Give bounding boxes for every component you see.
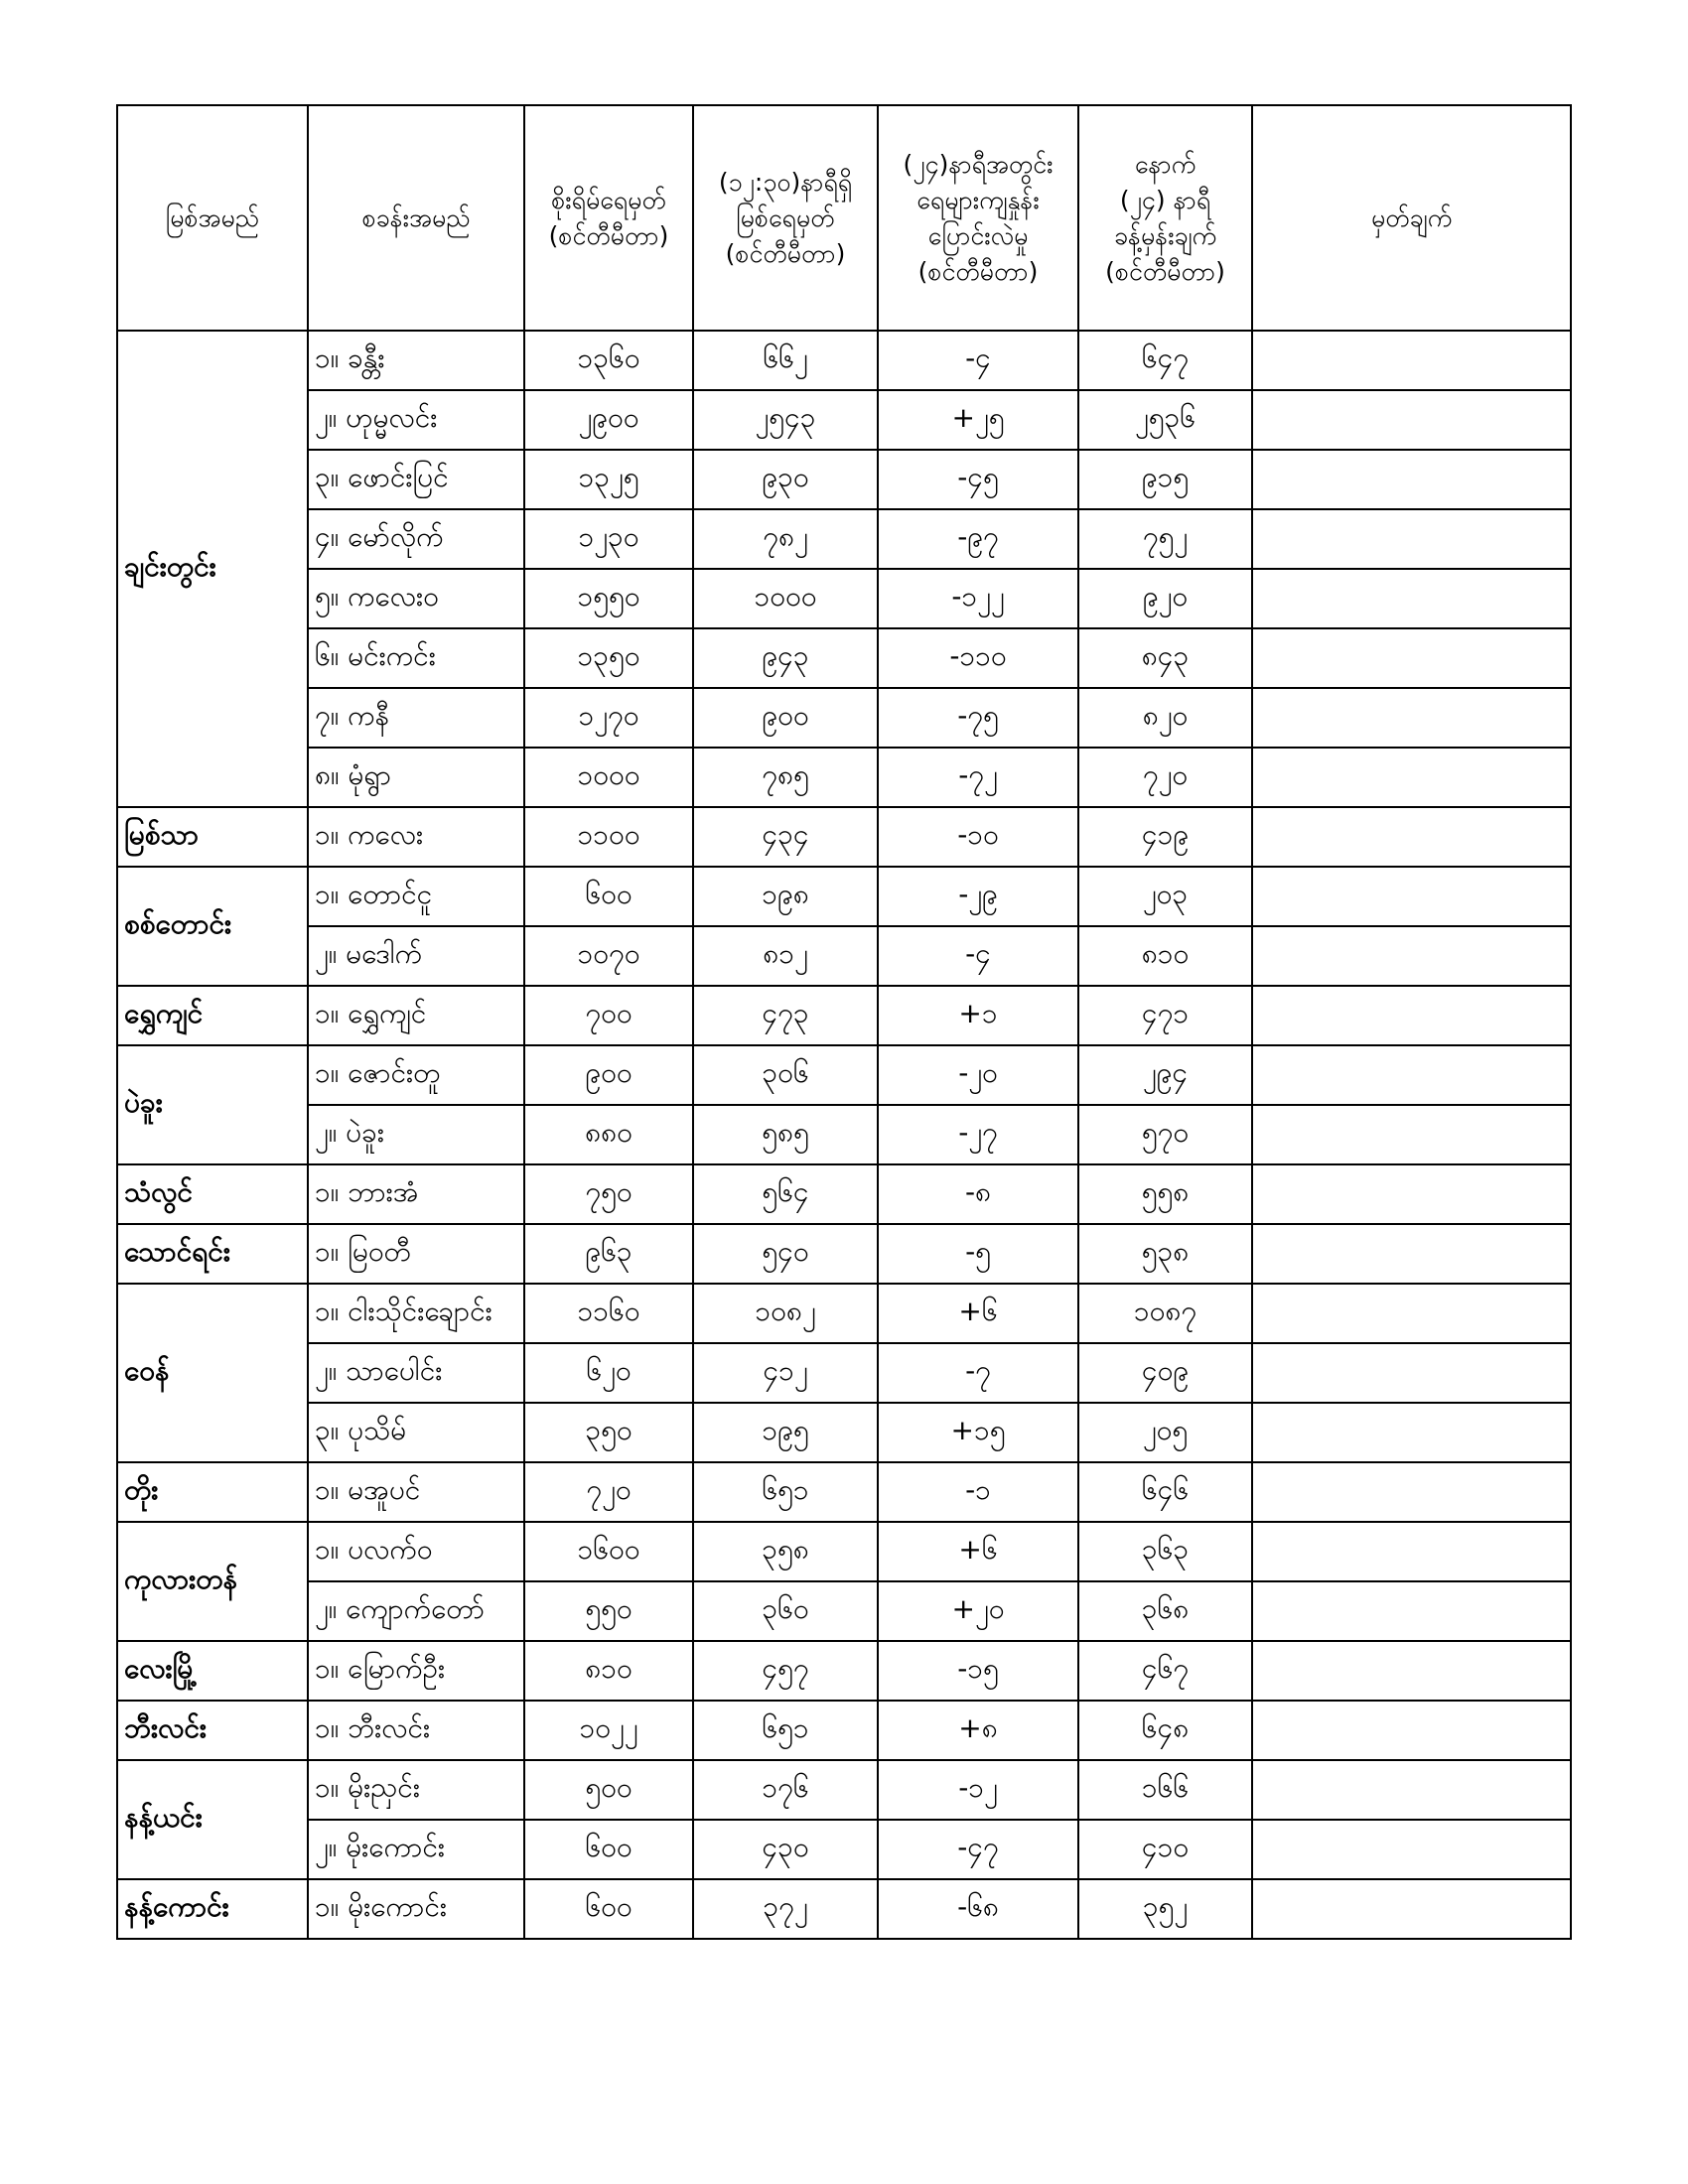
danger-level-cell: ၈၁၀ [524,1641,693,1701]
danger-level-cell: ၃၅၀ [524,1403,693,1462]
station-name-cell: ၂။ မဒေါက် [308,926,524,986]
water-level-cell: ၁၀၀၀ [693,569,878,628]
water-level-cell: ၄၃၄ [693,807,878,867]
water-level-cell: ၃၀၆ [693,1045,878,1105]
water-level-cell: ၆၆၂ [693,331,878,390]
water-level-cell: ၆၅၁ [693,1462,878,1522]
remark-cell [1252,807,1571,867]
change-cell: -၉၇ [878,509,1078,569]
change-cell: +၁ [878,986,1078,1045]
change-cell: -၁၂ [878,1760,1078,1820]
change-cell: +၈ [878,1701,1078,1760]
station-name-cell: ၁။ မအူပင် [308,1462,524,1522]
remark-cell [1252,986,1571,1045]
header-forecast: နောက် (၂၄) နာရီ ခန့်မှန်းချက် (စင်တီမီတာ) [1078,105,1252,331]
forecast-cell: ၄၇၁ [1078,986,1252,1045]
danger-level-cell: ၆၀၀ [524,1820,693,1879]
table-row [117,1343,1571,1403]
forecast-cell: ၅၇၀ [1078,1105,1252,1164]
table-row [117,1164,1571,1224]
remark-cell [1252,1701,1571,1760]
table-row [117,1462,1571,1522]
forecast-cell: ၇၅၂ [1078,509,1252,569]
river-name-cell: နန့်ကောင်း [117,1879,308,1939]
water-level-cell: ၉၃၀ [693,450,878,509]
river-name-cell: လေးမြို့ [117,1641,308,1701]
danger-level-cell: ၈၈၀ [524,1105,693,1164]
table-body [117,331,1571,1939]
river-name-cell: တိုး [117,1462,308,1522]
table-row [117,1522,1571,1581]
station-name-cell: ၁။ ကလေး [308,807,524,867]
remark-cell [1252,509,1571,569]
station-name-cell: ၇။ ကနီ [308,688,524,748]
forecast-cell: ၄၀၉ [1078,1343,1252,1403]
river-water-level-table [116,104,1572,1940]
table-row [117,986,1571,1045]
remark-cell [1252,1820,1571,1879]
remark-cell [1252,1343,1571,1403]
change-cell: -၂၀ [878,1045,1078,1105]
danger-level-cell: ၁၆၀၀ [524,1522,693,1581]
water-level-cell: ၂၅၄၃ [693,390,878,450]
danger-level-cell: ၁၀၇၀ [524,926,693,986]
table-row [117,1105,1571,1164]
station-name-cell: ၁။ ဘားအံ [308,1164,524,1224]
forecast-cell: ၈၁၀ [1078,926,1252,986]
danger-level-cell: ၅၀၀ [524,1760,693,1820]
water-level-cell: ၄၇၃ [693,986,878,1045]
station-name-cell: ၃။ ဖောင်းပြင် [308,450,524,509]
river-name-cell: သံလွင် [117,1164,308,1224]
table-row [117,1641,1571,1701]
river-name-cell: ပဲခူး [117,1045,308,1164]
station-name-cell: ၃။ ပုသိမ် [308,1403,524,1462]
station-name-cell: ၁။ မြောက်ဦး [308,1641,524,1701]
table-row [117,688,1571,748]
danger-level-cell: ၂၉၀၀ [524,390,693,450]
danger-level-cell: ၇၀၀ [524,986,693,1045]
forecast-cell: ၃၅၂ [1078,1879,1252,1939]
forecast-cell: ၂၀၃ [1078,867,1252,926]
river-name-cell: စစ်တောင်း [117,867,308,986]
remark-cell [1252,688,1571,748]
station-name-cell: ၂။ မိုးကောင်း [308,1820,524,1879]
table-row [117,331,1571,390]
station-name-cell: ၁။ တောင်ငူ [308,867,524,926]
table-row [117,1820,1571,1879]
danger-level-cell: ၁၃၅၀ [524,628,693,688]
water-level-cell: ၃၆၀ [693,1581,878,1641]
water-level-cell: ၃၇၂ [693,1879,878,1939]
remark-cell [1252,1403,1571,1462]
danger-level-cell: ၁၁၆၀ [524,1284,693,1343]
change-cell: -၇ [878,1343,1078,1403]
river-name-cell: မြစ်သာ [117,807,308,867]
river-name-cell: ဝေန် [117,1284,308,1462]
forecast-cell: ၂၉၄ [1078,1045,1252,1105]
remark-cell [1252,390,1571,450]
change-cell: -၆၈ [878,1879,1078,1939]
river-name-cell: ရွှေကျင် [117,986,308,1045]
danger-level-cell: ၁၁၀၀ [524,807,693,867]
water-level-cell: ၄၃၀ [693,1820,878,1879]
remark-cell [1252,1522,1571,1581]
change-cell: -၇၂ [878,748,1078,807]
forecast-cell: ၁၆၆ [1078,1760,1252,1820]
table-row [117,1284,1571,1343]
remark-cell [1252,1224,1571,1284]
forecast-cell: ၁၀၈၇ [1078,1284,1252,1343]
forecast-cell: ၈၄၃ [1078,628,1252,688]
danger-level-cell: ၉၆၃ [524,1224,693,1284]
change-cell: +၂၀ [878,1581,1078,1641]
station-name-cell: ၂။ ကျောက်တော် [308,1581,524,1641]
danger-level-cell: ၆၀၀ [524,1879,693,1939]
station-name-cell: ၁။ ဘီးလင်း [308,1701,524,1760]
station-name-cell: ၅။ ကလေးဝ [308,569,524,628]
remark-cell [1252,748,1571,807]
danger-level-cell: ၁၀၀၀ [524,748,693,807]
table-row [117,1879,1571,1939]
change-cell: -၄ [878,926,1078,986]
forecast-cell: ၆၄၆ [1078,1462,1252,1522]
remark-cell [1252,1641,1571,1701]
station-name-cell: ၁။ မိုးကောင်း [308,1879,524,1939]
water-level-cell: ၁၇၆ [693,1760,878,1820]
river-name-cell: ကုလားတန် [117,1522,308,1641]
header-remarks: မှတ်ချက် [1252,105,1571,331]
danger-level-cell: ၇၅၀ [524,1164,693,1224]
header-danger-level: စိုးရိမ်ရေမှတ် (စင်တီမီတာ) [524,105,693,331]
station-name-cell: ၁။ မြဝတီ [308,1224,524,1284]
river-name-cell: ချင်းတွင်း [117,331,308,807]
water-level-cell: ၇၈၂ [693,509,878,569]
table-row [117,1045,1571,1105]
station-name-cell: ၁။ ဇောင်းတူ [308,1045,524,1105]
forecast-cell: ၃၆၃ [1078,1522,1252,1581]
water-level-cell: ၁၉၅ [693,1403,878,1462]
forecast-cell: ၉၂၀ [1078,569,1252,628]
remark-cell [1252,450,1571,509]
water-level-cell: ၉၀၀ [693,688,878,748]
danger-level-cell: ၁၅၅၀ [524,569,693,628]
water-level-cell: ၇၈၅ [693,748,878,807]
table-row [117,509,1571,569]
danger-level-cell: ၆၂၀ [524,1343,693,1403]
forecast-cell: ၈၂၀ [1078,688,1252,748]
forecast-cell: ၄၁၀ [1078,1820,1252,1879]
station-name-cell: ၂။ ပဲခူး [308,1105,524,1164]
river-name-cell: သောင်ရင်း [117,1224,308,1284]
remark-cell [1252,1284,1571,1343]
remark-cell [1252,628,1571,688]
danger-level-cell: ၁၃၆၀ [524,331,693,390]
change-cell: -၁၁၀ [878,628,1078,688]
change-cell: +၆ [878,1284,1078,1343]
remark-cell [1252,1164,1571,1224]
danger-level-cell: ၁၀၂၂ [524,1701,693,1760]
station-name-cell: ၁။ မိုးညှင်း [308,1760,524,1820]
danger-level-cell: ၉၀၀ [524,1045,693,1105]
water-level-cell: ၁၀၈၂ [693,1284,878,1343]
forecast-cell: ၃၆၈ [1078,1581,1252,1641]
change-cell: -၂၉ [878,867,1078,926]
table-row [117,748,1571,807]
water-level-cell: ၅၆၄ [693,1164,878,1224]
remark-cell [1252,926,1571,986]
remark-cell [1252,1879,1571,1939]
remark-cell [1252,1581,1571,1641]
table-row [117,450,1571,509]
table-row [117,1581,1571,1641]
danger-level-cell: ၁၂၃၀ [524,509,693,569]
water-level-cell: ၆၅၁ [693,1701,878,1760]
change-cell: -၄ [878,331,1078,390]
river-name-cell: ဘီးလင်း [117,1701,308,1760]
station-name-cell: ၂။ ဟုမ္မလင်း [308,390,524,450]
remark-cell [1252,867,1571,926]
forecast-cell: ၇၂၀ [1078,748,1252,807]
table-row [117,807,1571,867]
forecast-cell: ၅၃၈ [1078,1224,1252,1284]
change-cell: -၁၂၂ [878,569,1078,628]
forecast-cell: ၄၆၇ [1078,1641,1252,1701]
header-water-level: (၁၂:၃၀)နာရီရှိ မြစ်ရေမှတ် (စင်တီမီတာ) [693,105,878,331]
change-cell: -၇၅ [878,688,1078,748]
remark-cell [1252,1045,1571,1105]
remark-cell [1252,1462,1571,1522]
table-row [117,926,1571,986]
change-cell: -၁၅ [878,1641,1078,1701]
table-row [117,867,1571,926]
water-level-cell: ၅၄၀ [693,1224,878,1284]
forecast-cell: ၆၄၇ [1078,331,1252,390]
water-level-cell: ၉၄၃ [693,628,878,688]
station-name-cell: ၂။ သာပေါင်း [308,1343,524,1403]
water-level-cell: ၅၈၅ [693,1105,878,1164]
table-row [117,569,1571,628]
river-name-cell: နန့်ယင်း [117,1760,308,1879]
header-24h-change: (၂၄)နာရီအတွင်း ရေများကျနှုန်း ပြောင်းလဲမှု (စင်တီမီတာ) [878,105,1078,331]
table-row [117,1701,1571,1760]
change-cell: +၂၅ [878,390,1078,450]
remark-cell [1252,1105,1571,1164]
station-name-cell: ၁။ ငါးသိုင်းချောင်း [308,1284,524,1343]
forecast-cell: ၉၁၅ [1078,450,1252,509]
header-station-name: စခန်းအမည် [308,105,524,331]
header-row [117,105,1571,331]
forecast-cell: ၄၁၉ [1078,807,1252,867]
change-cell: +၆ [878,1522,1078,1581]
change-cell: -၄၅ [878,450,1078,509]
table-row [117,390,1571,450]
danger-level-cell: ၇၂၀ [524,1462,693,1522]
table-row [117,1403,1571,1462]
forecast-cell: ၂၀၅ [1078,1403,1252,1462]
remark-cell [1252,331,1571,390]
forecast-cell: ၆၄၈ [1078,1701,1252,1760]
danger-level-cell: ၆၀၀ [524,867,693,926]
danger-level-cell: ၁၂၇၀ [524,688,693,748]
water-level-cell: ၈၁၂ [693,926,878,986]
change-cell: -၈ [878,1164,1078,1224]
station-name-cell: ၁။ ရွှေကျင် [308,986,524,1045]
water-level-cell: ၁၉၈ [693,867,878,926]
change-cell: -၄၇ [878,1820,1078,1879]
remark-cell [1252,569,1571,628]
danger-level-cell: ၅၅၀ [524,1581,693,1641]
station-name-cell: ၆။ မင်းကင်း [308,628,524,688]
forecast-cell: ၅၅၈ [1078,1164,1252,1224]
water-level-cell: ၄၁၂ [693,1343,878,1403]
station-name-cell: ၈။ မုံရွာ [308,748,524,807]
change-cell: -၂၇ [878,1105,1078,1164]
table-row [117,628,1571,688]
table-row [117,1224,1571,1284]
station-name-cell: ၁။ ပလက်ဝ [308,1522,524,1581]
forecast-cell: ၂၅၃၆ [1078,390,1252,450]
remark-cell [1252,1760,1571,1820]
station-name-cell: ၄။ မော်လိုက် [308,509,524,569]
header-river-name: မြစ်အမည် [117,105,308,331]
station-name-cell: ၁။ ခန္တီး [308,331,524,390]
change-cell: -၅ [878,1224,1078,1284]
change-cell: +၁၅ [878,1403,1078,1462]
change-cell: -၁၀ [878,807,1078,867]
water-level-cell: ၃၅၈ [693,1522,878,1581]
change-cell: -၁ [878,1462,1078,1522]
water-level-cell: ၄၅၇ [693,1641,878,1701]
table-row [117,1760,1571,1820]
danger-level-cell: ၁၃၂၅ [524,450,693,509]
